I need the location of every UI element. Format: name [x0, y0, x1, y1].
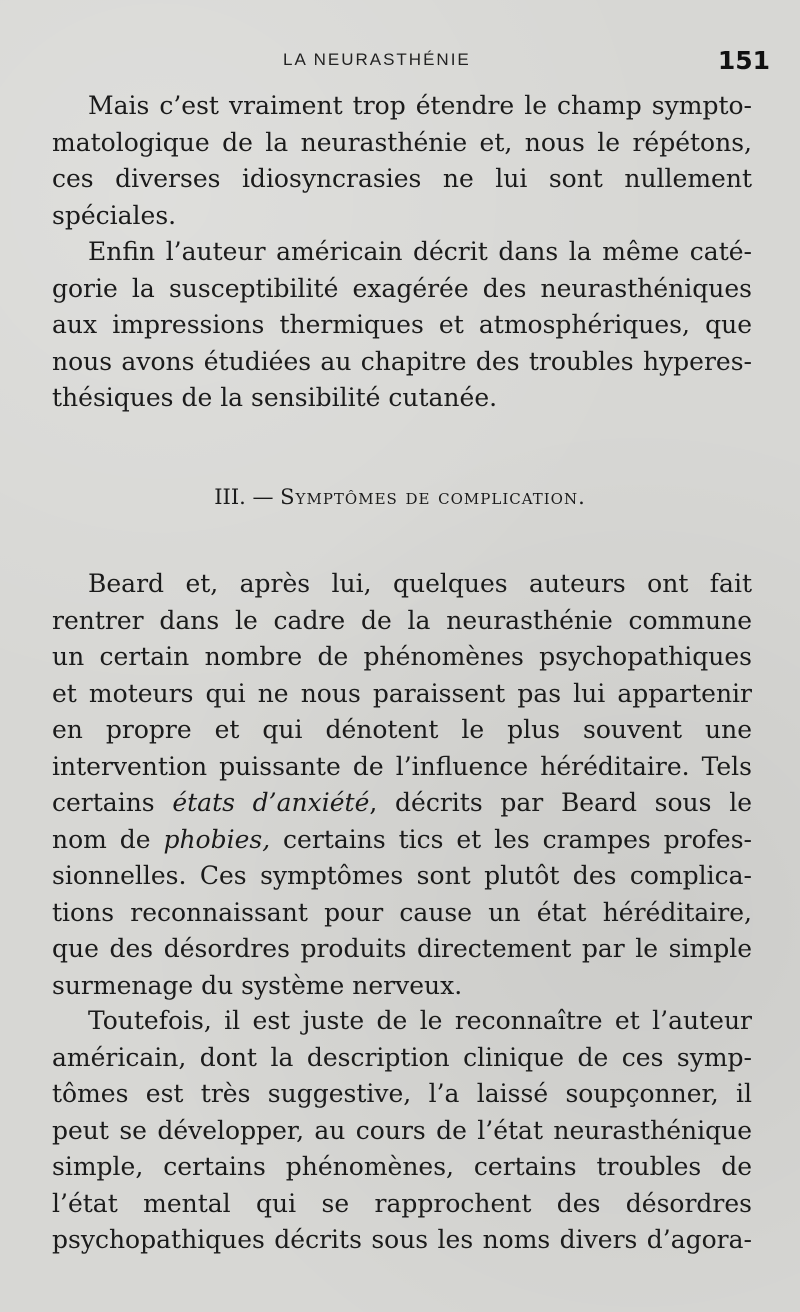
text-segment: certains	[52, 788, 173, 817]
text-line: un certain nombre de phénomènes psychopathiques	[52, 642, 752, 671]
section-number: III. —	[214, 485, 274, 509]
text-line: peut se développer, au cours de l’état neurasthénique	[52, 1115, 752, 1145]
text-line: en propre et qui dénotent le plus souvent une	[52, 715, 752, 744]
text-segment: certains tics et les crampes profes-	[270, 824, 752, 854]
text-line: psychopathiques décrits sous les noms divers d’agora-	[52, 1225, 752, 1254]
text-segment: , décrits par Beard sous le	[369, 788, 752, 817]
paragraph-2	[52, 234, 752, 417]
text-line: Toutefois, il est juste de le reconnaître et l’auteur	[88, 1006, 752, 1035]
text-line: tômes est très suggestive, l’a laissé soupçonner, il	[52, 1079, 752, 1108]
text-line: spéciales.	[52, 200, 177, 230]
text-segment: nom de	[52, 824, 164, 854]
text-line: tions reconnaissant pour cause un état héréditaire,	[52, 897, 752, 927]
page-number: 151	[717, 46, 770, 75]
paragraph-4	[52, 1003, 752, 1259]
running-title: LA NEURASTHÉNIE	[283, 50, 471, 69]
text-line: intervention puissante de l’influence héréditaire. Tels	[52, 751, 752, 781]
text-line: américain, dont la description clinique de ces symp-	[52, 1042, 752, 1072]
text-line: Beard et, après lui, quelques auteurs ont fait	[88, 569, 752, 598]
italic-term: états d’anxiété	[172, 788, 370, 817]
text-line: l’état mental qui se rapprochent des désordres	[52, 1188, 752, 1218]
section-title: Symptômes de complication.	[280, 485, 586, 509]
text-line: ces diverses idiosyncrasies ne lui sont nullement	[52, 164, 752, 193]
text-line: gorie la susceptibilité exagérée des neurasthéniques	[52, 273, 752, 303]
page-header	[0, 46, 800, 76]
text-line: thésiques de la sensibilité cutanée.	[52, 383, 498, 412]
text-line	[52, 822, 752, 859]
text-line: Enfin l’auteur américain décrit dans la même caté-	[88, 237, 752, 266]
text-line: Mais c’est vraiment trop étendre le champ sympto-	[88, 91, 752, 120]
italic-term: phobies,	[163, 824, 271, 854]
paragraph-1	[52, 88, 752, 234]
text-line: aux impressions thermiques et atmosphériques, que	[52, 310, 752, 339]
text-line: simple, certains phénomènes, certains troubles de	[52, 1152, 752, 1181]
text-line: rentrer dans le cadre de la neurasthénie commune	[52, 605, 752, 635]
text-line: sionnelles. Ces symptômes sont plutôt des complica-	[52, 861, 752, 890]
text-line	[52, 785, 752, 822]
text-line: nous avons étudiées au chapitre des troubles hyperes-	[52, 346, 752, 376]
text-line: surmenage du système nerveux.	[52, 970, 463, 1000]
text-line: matologique de la neurasthénie et, nous le répétons,	[52, 127, 752, 157]
text-line: que des désordres produits directement par le simple	[52, 934, 752, 963]
text-line: et moteurs qui ne nous paraissent pas lui appartenir	[52, 678, 752, 708]
paragraph-3	[52, 566, 752, 1004]
section-heading	[0, 485, 800, 509]
